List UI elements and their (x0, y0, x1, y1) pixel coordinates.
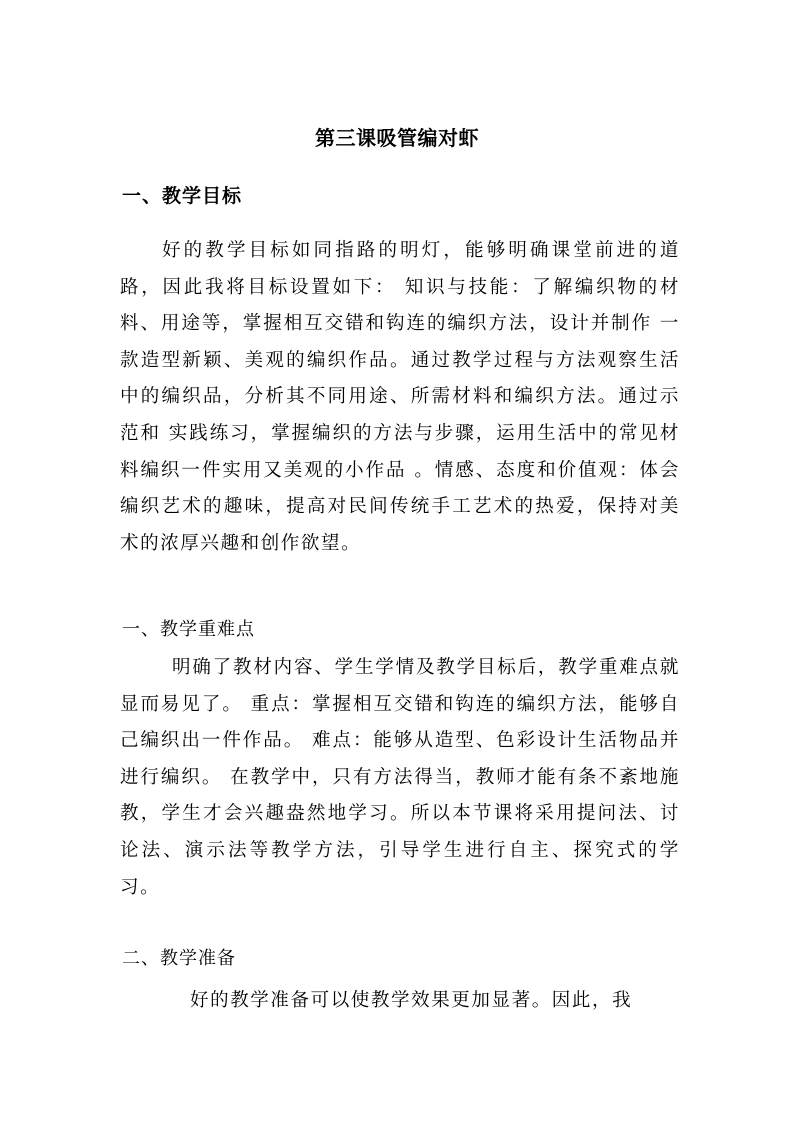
section-body-key-points: 明确了教材内容、学生学情及教学目标后，教学重难点就显而易见了。 重点：掌握相互交错和钩连的编织方法，能够自己编织出一件作品。 难点：能够从造型、色彩设计生活物品并进行编织。 在教学中，只有方法得当，教师才能有条不紊地施教，学生才会兴趣盎然地学习。所以本节课将采用提问法、讨论法、演示法等教学方法，引导学生进行自主、探究式的学习。 (120, 657, 680, 898)
section-heading-preparation: 二、教学准备 (122, 948, 236, 969)
section-heading-key-points: 一、教学重难点 (122, 619, 255, 640)
section-heading-teaching-goals: 一、教学目标 (122, 185, 243, 207)
section-body-preparation: 好的教学准备可以使教学效果更加显著。因此，我 (190, 990, 633, 1011)
document-title: 第三课吸管编对虾 (315, 126, 479, 150)
section-body-teaching-goals: 好的教学目标如同指路的明灯，能够明确课堂前进的道路，因此我将目标设置如下： 知识与技能：了解编织物的材料、用途等，掌握相互交错和钩连的编织方法，设计并制作 一款造型新颖、美观的编织作品。通过教学过程与方法观察生活中的编织品，分析其不同用途、所需材料和编织方法。通过示范和 实践练习，掌握编织的方法与步骤，运用生活中的常见材料编织一件实用又美观的小作品 。情感、态度和价值观：体会编织艺术的趣味，提高对民间传统手工艺术的热爱，保持对美术的浓厚兴趣和创作欲望。 (120, 240, 680, 554)
